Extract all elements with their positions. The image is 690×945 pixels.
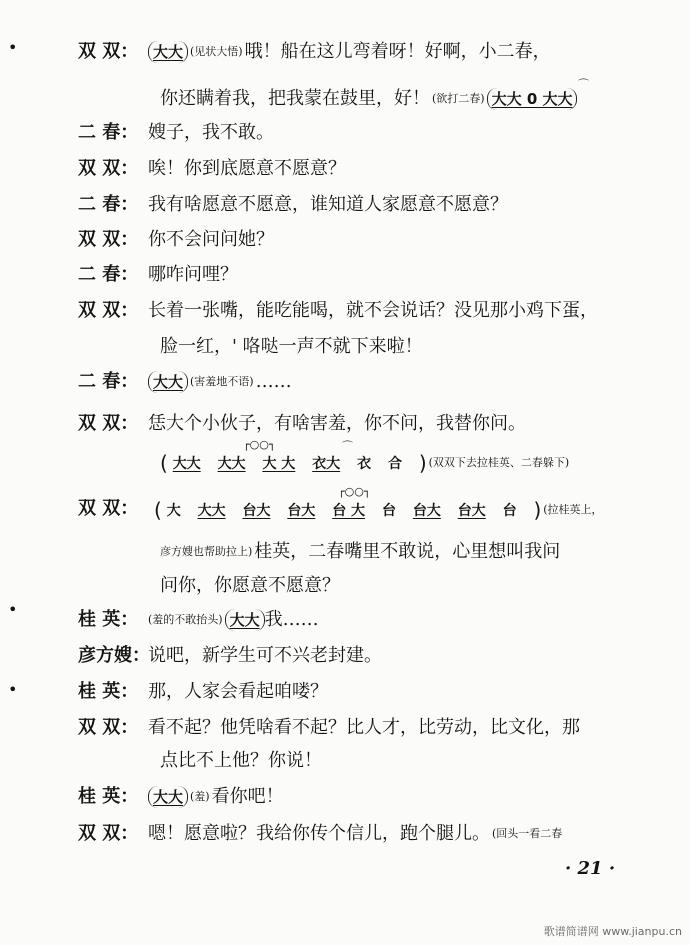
speaker: 桂 英： [78,609,139,630]
dialogue-text: 我有啥愿意不愿意，谁知道人家愿意不愿意？ [148,194,508,215]
dialogue-text: 长着一张嘴，能吃能喝，就不会说话？没见那小鸡下蛋， [148,300,598,321]
percussion-notation: 大大 [148,786,188,808]
tie-bracket: ┌○○┐ [338,485,371,498]
stage-direction: (羞的不敢抬头) [148,613,223,626]
stage-direction: (双双下去拉桂英、二春躲下) [428,456,570,469]
speaker: 二 春： [78,264,139,285]
dialogue-text: …… [255,371,292,392]
speaker: 双 双： [78,717,139,738]
stage-direction: (羞) [190,790,210,803]
percussion-notation: 大大 [148,371,188,393]
beat: 大大 [172,456,201,472]
dialogue-text: 嗯！愿意啦？我给你传个信儿，跑个腿儿。 [148,823,490,844]
beat: 台 [381,503,396,519]
dialogue-text: 哪咋问哩？ [148,264,238,285]
beat: 大大 [197,503,226,519]
speaker: 二 春： [78,371,139,392]
speaker: 双 双： [78,158,139,179]
margin-mark: • [8,38,18,57]
beat: 衣 [357,456,372,472]
beat: 台大 [242,503,271,519]
dialogue-continuation [160,335,423,359]
stage-direction: 彦方嫂也帮助拉上) [160,545,253,558]
percussion-pattern: ( 大 大大 台大 台大 台 大 台 台大 台大 台 ) (拉桂英上， [154,498,603,522]
speaker: 双 双： [78,41,139,62]
stage-direction: (拉桂英上， [543,503,603,516]
speaker: 双 双： [78,300,139,321]
beat: 大大 [217,456,246,472]
speaker: 双 双： [78,413,139,434]
percussion-pattern: ( 大大 大大 大 大 衣大 衣 合 ) (双双下去拉桂英、二春躲下) [160,451,570,475]
dialogue-continuation [160,574,340,598]
dialogue-continuation [160,87,577,111]
dialogue-text: 桂英，二春嘴里不敢说，心里想叫我问 [254,541,561,562]
speaker: 桂 英： [78,786,139,807]
dialogue-text: 问你，你愿意不愿意？ [160,575,340,596]
margin-mark: • [8,680,18,699]
beat: 台大 [412,503,441,519]
fermata-mark: ⌒ [342,440,353,453]
beat: 大 [166,503,181,519]
speaker: 双 双： [78,823,139,844]
dialogue-text: 那，人家会看起咱喽？ [148,681,328,702]
stage-direction: (见状大悟) [190,45,243,58]
beat: 合 [387,456,402,472]
watermark: 歌谱简谱网 www.jianpu.cn [543,925,682,938]
dialogue-continuation [160,749,322,773]
percussion-notation: 大大 0 大大 [487,88,578,110]
dialogue-text: 点比不上他？你说！ [160,750,322,771]
dialogue-text: 哦！船在这儿弯着呀！好啊，小二春， [244,41,551,62]
speaker: 桂 英： [78,681,139,702]
dialogue-text: 嫂子，我不敢。 [148,122,274,143]
stage-direction: (欲打二春) [432,92,485,105]
speaker: 彦方嫂： [78,645,150,666]
margin-mark: • [8,600,18,619]
beat: 衣大 [312,456,341,472]
beat: 台大 [287,503,316,519]
dialogue-text: 我…… [264,609,319,630]
dialogue-text: 说吧，新学生可不兴老封建。 [148,645,382,666]
speaker: 二 春： [78,122,139,143]
percussion-notation: 大大 [225,609,265,631]
dialogue-text: 看你吧！ [211,786,284,807]
dialogue-text: 唉！你到底愿意不愿意？ [148,158,346,179]
fermata-mark: ⌒ [578,78,589,91]
tie-bracket: ┌○○┐ [243,438,276,451]
dialogue-text: 你还瞒着我，把我蒙在鼓里，好！ [160,88,430,109]
stage-direction: (回头一看二春 [492,827,563,840]
dialogue-text: 看不起？他凭啥看不起？比人才，比劳动，比文化，那 [148,717,580,738]
dialogue-continuation [160,540,560,564]
percussion-notation: 大大 [148,41,188,63]
speaker: 双 双： [78,498,139,519]
beat: 大 大 [262,456,296,472]
dialogue-text: 脸一红，' 咯哒一声不就下来啦！ [160,336,423,357]
dialogue-text: 你不会问问她？ [148,229,274,250]
dialogue-text: 恁大个小伙子，有啥害羞，你不问，我替你问。 [148,413,526,434]
speaker: 双 双： [78,229,139,250]
beat: 台大 [457,503,486,519]
speaker: 二 春： [78,194,139,215]
beat: 台 [502,503,517,519]
beat: 台 大 [332,503,366,519]
page-number: · 21 · [565,858,616,879]
stage-direction: (害羞地不语) [190,375,254,388]
